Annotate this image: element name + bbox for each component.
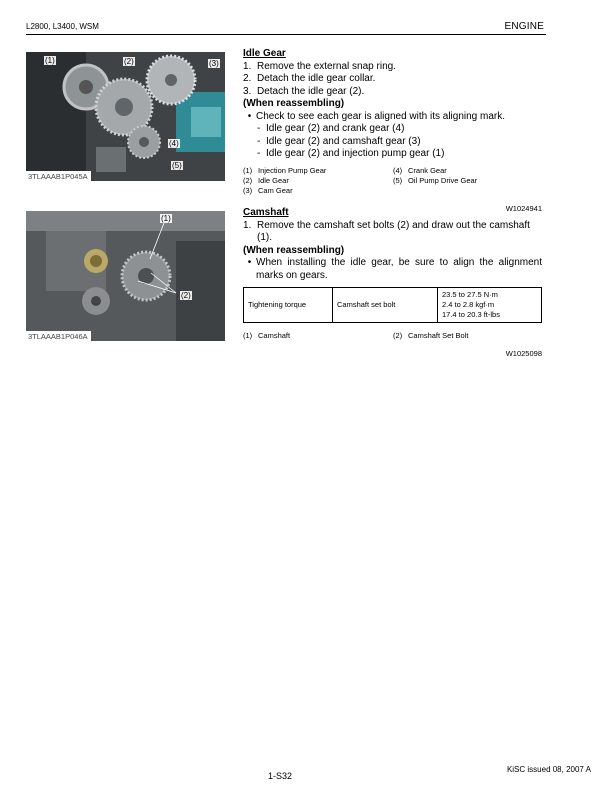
bullet-item <box>243 257 542 282</box>
legend-item: (5) Oil Pump Drive Gear <box>393 175 478 185</box>
header-rule <box>26 34 546 35</box>
spec-values <box>438 288 542 323</box>
legend-item: (3) Cam Gear <box>243 185 293 195</box>
sub-item-text: Idle gear (2) and camshaft gear (3) <box>266 135 421 147</box>
legend-item: (2) Idle Gear <box>243 175 289 185</box>
spec-part: Camshaft set bolt <box>333 288 438 323</box>
callout-5: (5) <box>172 161 182 170</box>
header-models: L2800, L3400, WSM <box>26 22 99 31</box>
sub-item <box>243 136 542 149</box>
callout-1: (1) <box>161 214 171 223</box>
step-number: 3. <box>243 85 252 97</box>
spec-value-kgf: 2.4 to 2.8 kgf·m <box>442 300 495 309</box>
legend-item: (4) Crank Gear <box>393 165 447 175</box>
page-number: 1-S32 <box>268 771 293 781</box>
dash-icon: - <box>257 123 261 134</box>
figure-caption: 3TLAAAB1P045A <box>26 171 91 181</box>
step-text: Detach the idle gear (2). <box>257 85 365 97</box>
sub-item <box>243 148 542 161</box>
legend-item: (1) Injection Pump Gear <box>243 165 327 175</box>
document-code: W1025098 <box>505 349 542 358</box>
callout-1: (1) <box>45 56 55 65</box>
header-section: ENGINE <box>504 21 544 32</box>
figure-caption: 3TLAAAB1P046A <box>26 331 91 341</box>
table-row <box>244 288 542 323</box>
legend-item: (1) Camshaft <box>243 331 291 340</box>
spec-value-metric: 23.5 to 27.5 N·m <box>442 290 498 299</box>
sub-item-text: Idle gear (2) and injection pump gear (1) <box>266 148 445 159</box>
step-item <box>243 86 542 99</box>
callout-2: (2) <box>181 291 191 300</box>
bullet-text: When installing the idle gear, be sure to align the alignment marks on gears. <box>256 257 542 281</box>
section-title: Camshaft <box>243 207 289 218</box>
camshaft-illustration <box>26 211 225 341</box>
step-number: 1. <box>243 219 252 231</box>
spec-item: Tightening torque <box>244 288 333 323</box>
section-title: Idle Gear <box>243 48 286 59</box>
callout-2: (2) <box>124 57 134 66</box>
issue-note: KiSC issued 08, 2007 A <box>506 765 591 774</box>
step-item <box>243 220 542 245</box>
reassembling-heading: (When reassembling) <box>243 244 345 256</box>
dash-icon: - <box>257 148 261 159</box>
parts-legend <box>243 166 542 196</box>
gear-train-photo <box>26 52 225 181</box>
step-item <box>243 61 542 74</box>
camshaft-section <box>243 207 542 361</box>
bullet-icon: • <box>247 257 252 268</box>
camshaft-photo <box>26 211 225 341</box>
legend-item: (2) Camshaft Set Bolt <box>393 331 469 340</box>
bullet-text: Check to see each gear is aligned with its aligning mark. <box>256 110 506 122</box>
callout-4: (4) <box>169 139 179 148</box>
step-item <box>243 73 542 86</box>
bullet-item <box>243 111 542 124</box>
callout-3: (3) <box>209 59 219 68</box>
idle-gear-section <box>243 48 542 215</box>
step-number: 1. <box>243 60 252 72</box>
sub-item-text: Idle gear (2) and crank gear (4) <box>266 123 405 134</box>
gear-train-illustration <box>26 52 225 181</box>
reassembling-heading: (When reassembling) <box>243 98 345 109</box>
parts-legend <box>243 331 542 341</box>
bullet-icon: • <box>247 110 252 122</box>
sub-item <box>243 123 542 136</box>
step-number: 2. <box>243 73 252 84</box>
step-text: Remove the camshaft set bolts (2) and draw out the camshaft (1). <box>257 219 530 243</box>
step-text: Detach the idle gear collar. <box>257 73 376 84</box>
dash-icon: - <box>257 135 261 147</box>
step-text: Remove the external snap ring. <box>257 60 396 72</box>
torque-spec-table <box>243 287 542 323</box>
document-code: W1024941 <box>505 203 542 213</box>
spec-value-imperial: 17.4 to 20.3 ft-lbs <box>442 310 500 319</box>
